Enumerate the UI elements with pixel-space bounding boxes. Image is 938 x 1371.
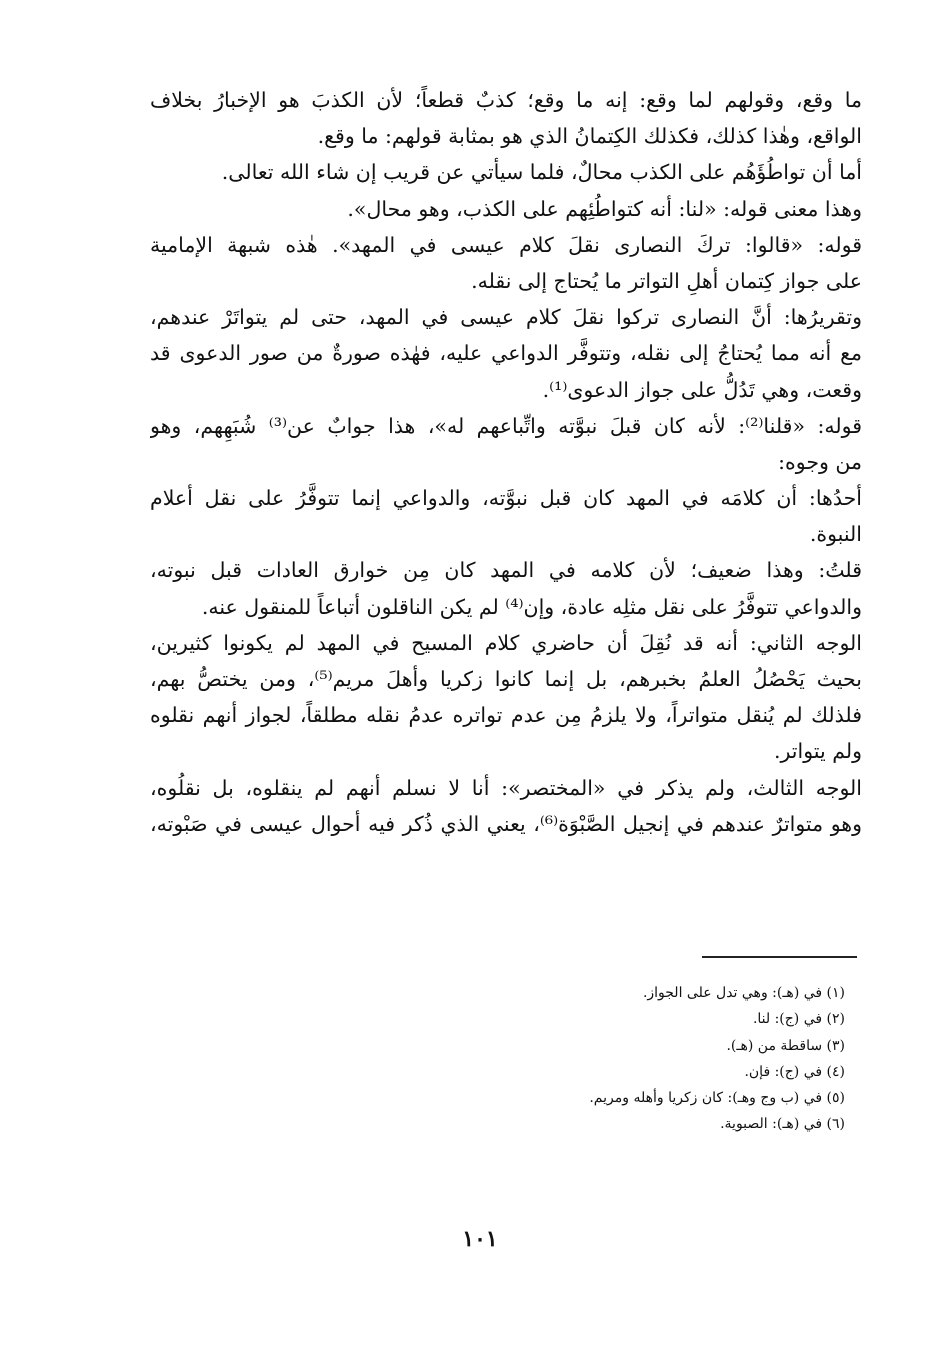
text-line: الوجه الثاني: أنه قد نُقِلَ أن حاضري كلام المسيح في المهد لم يكونوا كثيرين، [150,630,862,655]
text-line: وقعت، وهي تَدُلُّ على جواز الدعوى⁽¹⁾. [542,377,862,402]
text-line: وتقريرُها: أنَّ النصارى تركوا نقلَ كلام عيسى في المهد، حتى لم يتواتَرْ عندهم، [150,305,862,330]
text-line: قلتُ: وهذا ضعيف؛ لأن كلامه في المهد كان مِن خوارق العادات قبل نبوته، [150,558,862,583]
text-line: والدواعي تتوفَّرُ على نقل مثلِه عادة، وإن⁽⁴⁾ لم يكن الناقلون أتباعاً للمنقول عنه. [201,594,862,619]
text-line: أحدُها: أن كلامَه في المهد كان قبل نبوَّته، والدواعي إنما تتوفَّرُ على نقل أعلام [150,486,862,511]
footnote-5: (٥) في (ب وج وهـ): كان زكريا وأهله ومريم. [589,1090,845,1107]
footnote-1: (١) في (هـ): وهي تدل على الجواز. [642,985,845,1001]
text-line: على جواز كِتمان أهلِ التواتر ما يُحتاج إلى نقله. [471,268,862,293]
footnote-4: (٤) في (ج): فإن. [744,1063,845,1080]
main-text [150,82,862,842]
text-line: وهو متواترٌ عندهم في إنجيل الصَّبْوَة⁽⁶⁾، يعني الذي ذُكر فيه أحوال عيسى في صَبْوته، [150,811,862,836]
text-line: ما وقع، وقولهم لما وقع: إنه ما وقع؛ كذبٌ قطعاً؛ لأن الكذبَ هو الإخبارُ بخلاف [150,88,862,112]
page-number: ١٠١ [462,1226,498,1252]
text-line: أما أن تواطُؤَهُم على الكذب محالٌ، فلما سيأتي عن قريب إن شاء الله تعالى. [221,160,862,185]
text-line: وهذا معنى قوله: «لنا: أنه كتواطُئِهم على الكذب، وهو محال». [347,196,862,221]
footnotes [540,980,845,1138]
footnote-2: (٢) في (ج): لنا. [752,1011,845,1028]
footnote-separator [702,956,857,958]
text-line: ولم يتواتر. [773,739,862,764]
text-line: الوجه الثالث، ولم يذكر في «المختصر»: أنا لا نسلم أنهم لم ينقلوه، بل نقلُوه، [150,775,862,800]
text-line: قوله: «قلنا⁽²⁾: لأنه كان قبلَ نبوَّته واتِّباعهم له»، هذا جوابٌ عن⁽³⁾ شُبَهِهم، وهو [150,413,862,438]
footnote-3: (٣) ساقطة من (هـ). [726,1037,845,1054]
text-line: قوله: «قالوا: تركَ النصارى نقلَ كلام عيسى في المهد». هٰذه شبهة الإمامية [150,232,862,257]
text-line: مع أنه مما يُحتاجُ إلى نقله، وتتوفَّر الدواعي عليه، فهٰذه صورةٌ من صور الدعوى قد [150,341,862,366]
footnote-6: (٦) في (هـ): الصبوية. [720,1116,845,1133]
text-line: الواقع، وهٰذا كذلك، فكذلك الكِتمانُ الذي هو بمثابة قولهم: ما وقع. [317,124,862,149]
text-line: فلذلك لم يُنقل متواتراً، ولا يلزمُ مِن عدم تواتره عدمُ نقله مطلقاً، لجواز أنهم نقلوه [150,703,862,728]
text-line: بحيث يَحْصُلُ العلمُ بخبرهم، بل إنما كانوا زكريا وأهلَ مريم⁽⁵⁾، ومن يختصُّ بهم، [150,667,862,691]
text-line: النبوة. [809,522,862,547]
text-line: من وجوه: [778,449,862,474]
